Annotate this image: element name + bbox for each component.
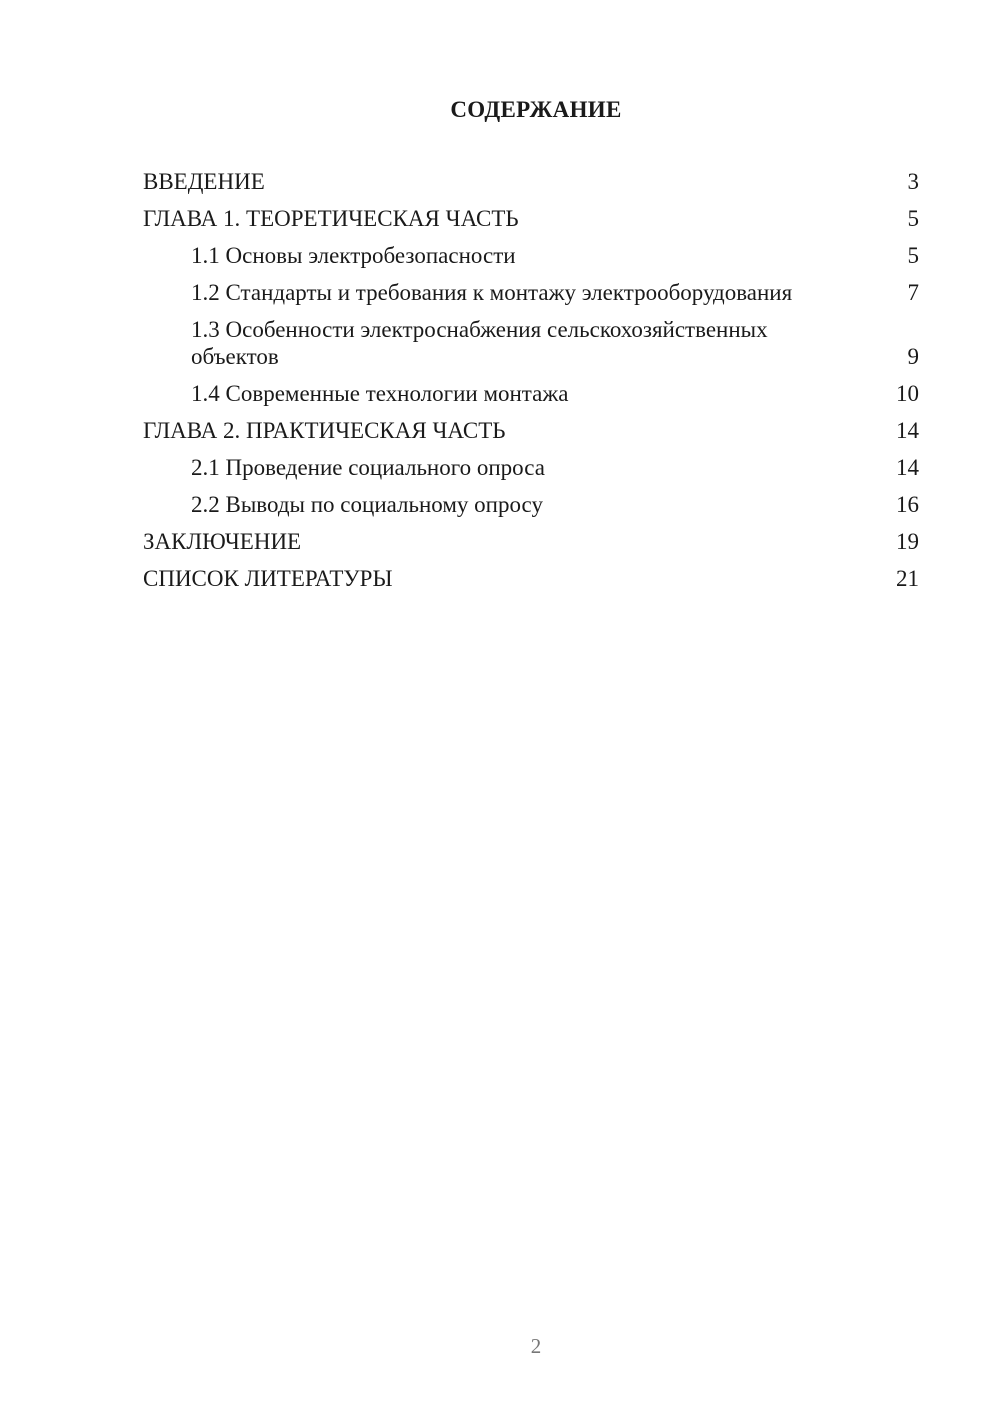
toc-entry-chapter-1[interactable]: [143, 205, 919, 232]
toc-entry-label: 1.2 Стандарты и требования к монтажу электрооборудования: [191, 280, 793, 305]
table-of-contents: [143, 168, 919, 602]
toc-entry-label: 1.4 Современные технологии монтажа: [191, 381, 569, 406]
toc-entry-page: 16: [896, 492, 919, 517]
toc-entry-page: 5: [907, 243, 919, 268]
toc-entry-page: 14: [896, 418, 919, 443]
toc-entry-section-2-2[interactable]: [143, 491, 919, 518]
toc-entry-label: ЗАКЛЮЧЕНИЕ: [143, 529, 302, 554]
toc-entry-label: 1.1 Основы электробезопасности: [191, 243, 516, 268]
toc-entry-label: СПИСОК ЛИТЕРАТУРЫ: [143, 566, 393, 591]
toc-entry-page: 3: [907, 169, 919, 194]
toc-entry-page: 10: [896, 381, 919, 406]
toc-entry-section-1-3[interactable]: [143, 316, 919, 370]
page-number: 2: [530, 1334, 542, 1358]
toc-entry-page: 14: [896, 455, 919, 480]
toc-entry-label: ГЛАВА 2. ПРАКТИЧЕСКАЯ ЧАСТЬ: [143, 418, 506, 443]
toc-entry-label: 2.2 Выводы по социальному опросу: [191, 492, 543, 517]
toc-entry-page: 21: [896, 566, 919, 591]
toc-title: СОДЕРЖАНИЕ: [450, 97, 622, 122]
toc-entry-label: 2.1 Проведение социального опроса: [191, 455, 545, 480]
toc-entry-section-2-1[interactable]: [143, 454, 919, 481]
toc-entry-introduction[interactable]: [143, 168, 919, 195]
toc-entry-conclusion[interactable]: [143, 528, 919, 555]
toc-entry-section-1-2[interactable]: [143, 279, 919, 306]
toc-entry-label: ВВЕДЕНИЕ: [143, 169, 265, 194]
toc-entry-label: 1.3 Особенности электроснабжения сельскохозяйственных объектов: [191, 317, 768, 369]
toc-entry-section-1-4[interactable]: [143, 380, 919, 407]
toc-entry-page: 9: [907, 344, 919, 369]
toc-entry-label: ГЛАВА 1. ТЕОРЕТИЧЕСКАЯ ЧАСТЬ: [143, 206, 519, 231]
toc-entry-page: 7: [907, 280, 919, 305]
toc-entry-page: 19: [896, 529, 919, 554]
toc-entry-section-1-1[interactable]: [143, 242, 919, 269]
toc-entry-page: 5: [907, 206, 919, 231]
toc-entry-chapter-2[interactable]: [143, 417, 919, 444]
toc-entry-references[interactable]: [143, 565, 919, 592]
